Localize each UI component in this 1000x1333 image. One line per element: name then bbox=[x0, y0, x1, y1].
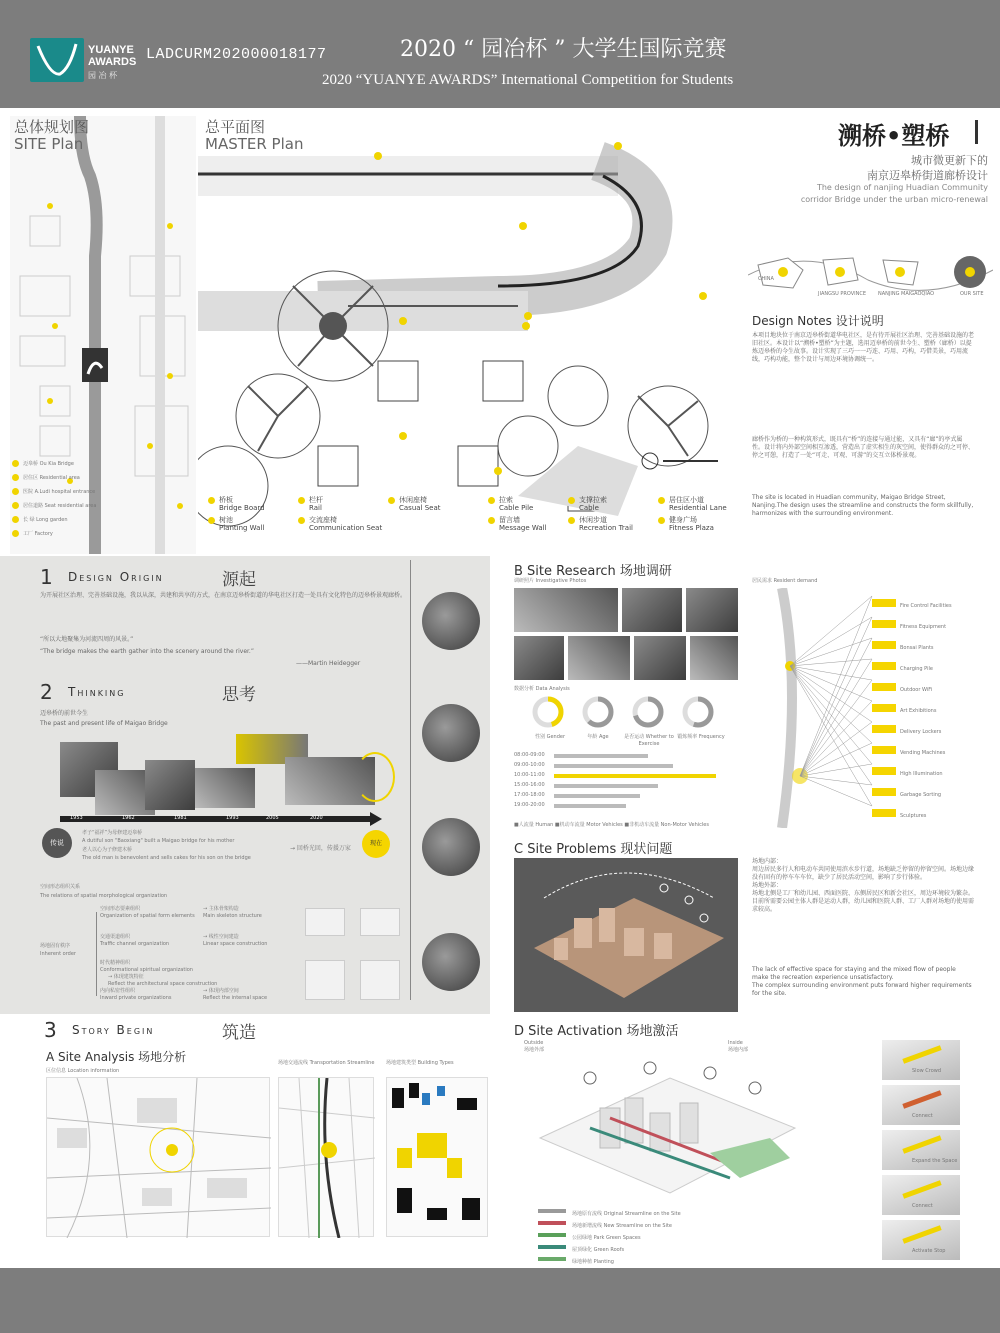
design-notes-cn2: 廊桥作为桥的一种构筑形式，既具有“桥”的连接与通过能，又具有“廊”的亭式属性。设计将内外部空间相互渗透，营造出了虚实相生的灰空间，使得群众的之可停、停之可憩，打造了一处“可走、可观、可游”的交互立体桥景观。 bbox=[752, 436, 975, 459]
timeline-bar bbox=[60, 816, 370, 822]
past-present-cn: 迈皋桥的前世今生 bbox=[40, 710, 89, 717]
project-title: 溯桥•塑桥 bbox=[838, 122, 950, 150]
activation-legend-item bbox=[538, 1200, 738, 1217]
demand-item bbox=[872, 655, 988, 676]
demand-tag bbox=[872, 683, 896, 691]
legend-item: 居住区小道 Residential Lane bbox=[658, 496, 727, 512]
bridge-photo bbox=[422, 704, 480, 762]
legend-item: 医院 A.Ludi hospital entrance bbox=[12, 488, 122, 496]
bar-legend: ■人流量 Human ■机动车流量 Motor Vehicles ■非机动车流量 Non-Motor Vehicles bbox=[514, 822, 709, 828]
bar-label: 19:00-20:00 bbox=[514, 802, 545, 808]
map-label: JIANGSU PROVINCE bbox=[818, 291, 867, 297]
origin-quote-en: “The bridge makes the earth gather into the scenery around the river.” bbox=[40, 648, 254, 655]
legacy-text: → 回桥光回，传援万家 bbox=[290, 845, 351, 852]
site-problems-en: The lack of effective space for staying and the mixed flow of people make the recreation experience unsatisfactory. The complex surrounding environment puts forward higher requirements for the site. bbox=[752, 966, 972, 997]
investigative-photo bbox=[514, 636, 564, 680]
site-analysis-title: A Site Analysis 场地分析 bbox=[46, 1050, 187, 1064]
demand-tag bbox=[872, 704, 896, 712]
demand-text: Fire Control Facilities bbox=[900, 603, 952, 609]
legend-swatch bbox=[538, 1257, 566, 1261]
bar-label: 10:00-11:00 bbox=[514, 772, 545, 778]
design-notes-en: The site is located in Huadian community, Maigao Bridge Street, Nanjing.The design uses the streamline and constructs the form skillfully, harmonizes with the surrounding environment. bbox=[752, 494, 974, 517]
story-en: A dutiful son "Baoxiang" built a Maigao bridge for his mother bbox=[82, 838, 235, 844]
demand-item bbox=[872, 781, 988, 802]
donut-charts bbox=[520, 692, 740, 732]
demand-item bbox=[872, 718, 988, 739]
demand-text: High Illumination bbox=[900, 771, 943, 777]
story-title-en: Story Begin bbox=[72, 1023, 155, 1037]
site-plan-title-cn: 总体规划图 bbox=[14, 118, 90, 136]
logo-text: YUANYE AWARDS bbox=[88, 44, 137, 68]
demand-link bbox=[790, 666, 872, 764]
legend-item: 迈皋桥 Ou Kia Bridge bbox=[12, 460, 122, 468]
step-highlight bbox=[902, 1045, 941, 1063]
legend-item: 长 绿 Long garden bbox=[12, 516, 122, 524]
demand-item bbox=[872, 802, 988, 823]
building-types-label: 场地建筑类型 Building Types bbox=[386, 1060, 454, 1066]
activation-step bbox=[882, 1130, 960, 1170]
story2-en: The old man is benevolent and sells cakes for his son on the bridge bbox=[82, 855, 251, 861]
legend-text: 公园绿地 Park Green Spaces bbox=[572, 1235, 641, 1241]
legend-item: 休闲座椅 Casual Seat bbox=[388, 496, 441, 512]
timeline-year: 1981 bbox=[174, 815, 187, 821]
bracket-line bbox=[96, 912, 97, 996]
outside-label: Outside 场地外部 bbox=[524, 1040, 545, 1053]
demand-text: Fitness Equipment bbox=[900, 624, 947, 630]
relation-row: 内向私密性组织 Inward private organizations → 体现内部空间 Reflect the internal space bbox=[100, 988, 268, 1001]
donut-label: 锻炼频率 Frequency bbox=[677, 734, 725, 740]
demand-tag bbox=[872, 599, 896, 607]
investigative-photo bbox=[690, 636, 738, 680]
demand-item bbox=[872, 697, 988, 718]
space-diagram bbox=[305, 960, 345, 1000]
section-number: 2 bbox=[40, 680, 53, 704]
demand-list bbox=[872, 592, 988, 823]
design-notes-title: Design Notes 设计说明 bbox=[752, 314, 884, 328]
activation-axonometric bbox=[530, 1058, 800, 1198]
divider bbox=[410, 560, 411, 1000]
demand-tag bbox=[872, 641, 896, 649]
design-notes-cn: 本项目地块位于南京迈皋桥街道华电社区，是有待开展社区治理、完善基础设施的老旧社区。本设计以“溯桥•塑桥”为主题，选用迈皋桥的前世今生、塑桥（廊桥）以提炼迈皋桥的今生故事。设计实现了三巧一一巧连、巧用、巧构，巧借美景，巧用流线，巧构功能，整个设计与周边环境协调统一。 bbox=[752, 332, 975, 363]
map-label: CHINA bbox=[758, 276, 774, 282]
timeline-year: 1962 bbox=[122, 815, 135, 821]
demand-tag bbox=[872, 725, 896, 733]
step-label: Connect bbox=[912, 1203, 933, 1209]
design-origin-title-en: Design Origin bbox=[68, 570, 164, 584]
step-highlight bbox=[902, 1225, 941, 1243]
timeline-year: 1993 bbox=[226, 815, 239, 821]
design-origin-title-cn: 源起 bbox=[222, 570, 256, 590]
story-cn: 孝子“福祥”为母修建迈皋桥 bbox=[82, 830, 143, 836]
investigative-photo bbox=[514, 588, 618, 632]
site-plan-legend bbox=[12, 460, 122, 538]
bar bbox=[554, 754, 648, 758]
demand-text: Outdoor WiFi bbox=[900, 687, 933, 693]
legend-text: 屋顶绿化 Green Roofs bbox=[572, 1247, 625, 1253]
demand-link bbox=[790, 666, 872, 743]
demand-item bbox=[872, 739, 988, 760]
demand-link bbox=[800, 743, 872, 776]
activation-steps bbox=[882, 1040, 962, 1264]
legend-item: 树池 Planting Wall bbox=[208, 516, 264, 532]
demand-link bbox=[790, 659, 872, 666]
demand-text: Delivery Lockers bbox=[900, 729, 942, 735]
demand-tag bbox=[872, 620, 896, 628]
demand-item bbox=[872, 760, 988, 781]
demand-tag bbox=[872, 788, 896, 796]
relations-en: The relations of spatial morphological organization bbox=[40, 893, 168, 899]
inherent-cn: 场地固有秩序 bbox=[40, 943, 71, 949]
step-label: Activate Stop bbox=[912, 1248, 946, 1254]
project-subtitle-cn1: 城市微更新下的 bbox=[911, 154, 988, 167]
activation-legend-item bbox=[538, 1224, 738, 1241]
timeline-year: 1953 bbox=[70, 815, 83, 821]
demand-tag bbox=[872, 809, 896, 817]
legend-text: 场地新增流线 New Streamline on the Site bbox=[572, 1223, 673, 1229]
step-label: Connect bbox=[912, 1113, 933, 1119]
transport-label: 场地交通流线 Transportation Streamline bbox=[278, 1060, 375, 1066]
investigative-photo bbox=[686, 588, 738, 632]
competition-title-cn: 2020 “ 园冶杯 ” 大学生国际竞赛 bbox=[400, 37, 727, 62]
legend-item: 桥板 Bridge Board bbox=[208, 496, 265, 512]
demand-link bbox=[790, 666, 872, 722]
legend-item: 支撑拉索 Cable bbox=[568, 496, 607, 512]
demand-link bbox=[800, 680, 872, 776]
space-diagram bbox=[360, 960, 400, 1000]
demand-link bbox=[790, 596, 872, 666]
legend-text: 场地原有流线 Original Streamline on the Site bbox=[572, 1211, 681, 1217]
bar-label: 09:00-10:00 bbox=[514, 762, 545, 768]
bar bbox=[554, 784, 658, 788]
relation-row: 交通渠道组织 Traffic channel organization → 线性空间建造 Linear space construction bbox=[100, 934, 268, 947]
site-plan-title-en: SITE Plan bbox=[14, 135, 84, 153]
demand-text: Sculptures bbox=[900, 813, 927, 819]
data-analysis-label: 数据分析 Data Analysis bbox=[514, 686, 570, 692]
site-problems-model bbox=[514, 858, 738, 1012]
legend-item: 居住区 Residential area bbox=[12, 474, 122, 482]
demand-link bbox=[790, 666, 872, 680]
demand-tag bbox=[872, 746, 896, 754]
timeline-year: 2020 bbox=[310, 815, 323, 821]
demand-text: Charging Pile bbox=[900, 666, 933, 672]
demand-text: Bonsai Plants bbox=[900, 645, 934, 651]
location-map bbox=[46, 1077, 270, 1237]
legend-item: 栏杆 Rail bbox=[298, 496, 323, 512]
building-types-map bbox=[386, 1077, 488, 1237]
transport-map bbox=[278, 1077, 374, 1237]
demand-item bbox=[872, 676, 988, 697]
legend-item: 休闲步道 Recreation Trail bbox=[568, 516, 633, 532]
step-highlight bbox=[902, 1090, 941, 1108]
legend-text: 绿地种植 Planting bbox=[572, 1259, 614, 1265]
step-highlight bbox=[902, 1180, 941, 1198]
bar bbox=[554, 774, 716, 778]
title-bar bbox=[975, 120, 978, 144]
activation-legend-item bbox=[538, 1212, 738, 1229]
bar bbox=[554, 804, 626, 808]
donut-label: 是否运动 Whether to Exercise bbox=[624, 734, 674, 747]
section-number: 1 bbox=[40, 565, 53, 589]
competition-title-en: 2020 “YUANYE AWARDS” International Competition for Students bbox=[322, 72, 734, 88]
photos-label: 调研照片 Investigative Photos bbox=[514, 578, 587, 584]
map-label: NANJING MAIGAOQIAO bbox=[878, 291, 935, 297]
history-highlight bbox=[355, 752, 395, 802]
site-problems-title: C Site Problems 现状问题 bbox=[514, 842, 673, 857]
demand-link bbox=[800, 764, 872, 776]
step-highlight bbox=[902, 1135, 941, 1153]
site-research-title: B Site Research 场地调研 bbox=[514, 564, 672, 579]
timeline-year: 2005 bbox=[266, 815, 279, 821]
demand-item bbox=[872, 613, 988, 634]
demand-text: Garbage Sorting bbox=[900, 792, 942, 798]
master-plan-title-en: MASTER Plan bbox=[205, 135, 304, 153]
project-subtitle-en2: corridor Bridge under the urban micro-renewal bbox=[800, 195, 988, 204]
thinking-title-en: Thinking bbox=[68, 685, 126, 699]
master-plan-title-cn: 总平面图 bbox=[205, 118, 266, 136]
section-number: 3 bbox=[44, 1018, 57, 1042]
master-plan-drawing bbox=[198, 116, 746, 554]
demand-link bbox=[790, 666, 872, 806]
bar-label: 08:00-09:00 bbox=[514, 752, 545, 758]
step-label: Expand the Space bbox=[912, 1158, 958, 1164]
location-info-label: 区位信息 Location information bbox=[46, 1068, 120, 1074]
bar-chart bbox=[514, 752, 738, 816]
legend-item: 健身广场 Fitness Plaza bbox=[658, 516, 714, 532]
site-activation-title: D Site Activation 场地激活 bbox=[514, 1024, 679, 1039]
logo-sub: 园 冶 杯 bbox=[88, 71, 118, 80]
step-label: Slow Crowd bbox=[912, 1068, 942, 1074]
legend-item: 工厂 Factory bbox=[12, 530, 122, 538]
past-present-en: The past and present life of Maigao Bridge bbox=[40, 720, 168, 727]
project-subtitle-cn2: 南京迈皋桥街道廊桥设计 bbox=[867, 169, 988, 182]
origin-quote-cn: “所以大地聚集为河流四周的风景。” bbox=[40, 636, 134, 643]
activation-step bbox=[882, 1040, 960, 1080]
inherent-en: Inherent order bbox=[40, 951, 76, 957]
activation-step bbox=[882, 1085, 960, 1125]
registration-code: LADCURM202000018177 bbox=[146, 46, 327, 63]
donut-label: 性别 Gender bbox=[534, 734, 565, 740]
legend-item: 居住道路 Seat residential area bbox=[12, 502, 122, 510]
bridge-photo bbox=[422, 592, 480, 650]
timeline-arrow-icon bbox=[370, 812, 382, 826]
demand-text: Art Exhibitions bbox=[900, 708, 937, 714]
bar bbox=[554, 764, 673, 768]
legend-item: 交流座椅 Communication Seat bbox=[298, 516, 382, 532]
activation-step bbox=[882, 1175, 960, 1215]
map-label: OUR SITE bbox=[960, 291, 984, 297]
history-photo bbox=[195, 768, 255, 808]
legend-badge: 传说 bbox=[42, 828, 72, 858]
history-photo bbox=[145, 760, 195, 810]
yuanye-logo bbox=[30, 38, 84, 82]
space-diagram bbox=[305, 908, 345, 936]
footer-bar bbox=[0, 1268, 1000, 1333]
demand-link bbox=[800, 701, 872, 776]
master-plan-legend bbox=[208, 496, 728, 546]
origin-text-cn: 为开展社区治理、完善基础设施，我以从深，共建和共享的方式，在南京迈皋桥街道的华电社区打造一处具有文化特色的迈皋桥景观廊桥。 bbox=[40, 592, 407, 599]
bridge-photo bbox=[422, 933, 480, 991]
demand-tag bbox=[872, 662, 896, 670]
relation-row: 空间形态要素组织 Organization of spatial form elements → 主体骨架构造 Main skeleton structure bbox=[100, 906, 262, 919]
bridge-photo bbox=[422, 818, 480, 876]
origin-quote-author: ——Martin Heidegger bbox=[296, 660, 361, 667]
legend-item: 拉索 Cable Pile bbox=[488, 496, 533, 512]
location-maps bbox=[748, 250, 993, 300]
donut-label: 年龄 Age bbox=[587, 734, 609, 740]
thinking-title-cn: 思考 bbox=[222, 685, 256, 705]
activation-legend-item bbox=[538, 1248, 738, 1265]
relations-cn: 空间形态组织关系 bbox=[40, 884, 81, 890]
investigative-photo bbox=[622, 588, 682, 632]
investigative-photo bbox=[634, 636, 686, 680]
bar bbox=[554, 794, 640, 798]
investigative-photo bbox=[568, 636, 630, 680]
story2-cn: 老人以心为子修建木桥 bbox=[82, 847, 133, 853]
story-title-cn: 筑造 bbox=[222, 1023, 256, 1043]
demand-item bbox=[872, 592, 988, 613]
space-diagram bbox=[360, 908, 400, 936]
demand-link bbox=[790, 666, 872, 785]
demand-tag bbox=[872, 767, 896, 775]
inside-label: Inside 场地内部 bbox=[728, 1040, 749, 1053]
site-problems-cn: 场地内部： 周边居民多行人和电动车共同使用滨水步行道，场地缺乏停留的停留空间。场地边缘没有固有的停车车车位，缺少了居民活动空间，影响了步行体验。 场地外部： 场地北侧是工厂和幼儿园、西面医院、东侧居民区和新会社区，周边环境较为繁杂。目前所需要公园主体人群是运动人群，幼儿园和医院人群、工厂人群对场地的使用需求较高。 bbox=[752, 858, 975, 913]
legend-item: 留言墙 Message Wall bbox=[488, 516, 547, 532]
project-subtitle-en1: The design of nanjing Huadian Community bbox=[816, 183, 988, 192]
bar-label: 17:00-18:00 bbox=[514, 792, 545, 798]
activation-step bbox=[882, 1220, 960, 1260]
bar-label: 15:00-16:00 bbox=[514, 782, 545, 788]
demand-label: 居民需求 Resident demand bbox=[752, 578, 818, 584]
demand-link bbox=[800, 659, 872, 776]
demand-text: Vending Machines bbox=[900, 750, 946, 756]
activation-legend bbox=[538, 1200, 738, 1265]
now-badge: 现在 bbox=[362, 830, 390, 858]
relation-row: 时代精神组织 Conformational spiritual organization → 体现建筑特征 Reflect the architectural space construction bbox=[100, 960, 218, 987]
demand-item bbox=[872, 634, 988, 655]
demand-link bbox=[790, 617, 872, 666]
